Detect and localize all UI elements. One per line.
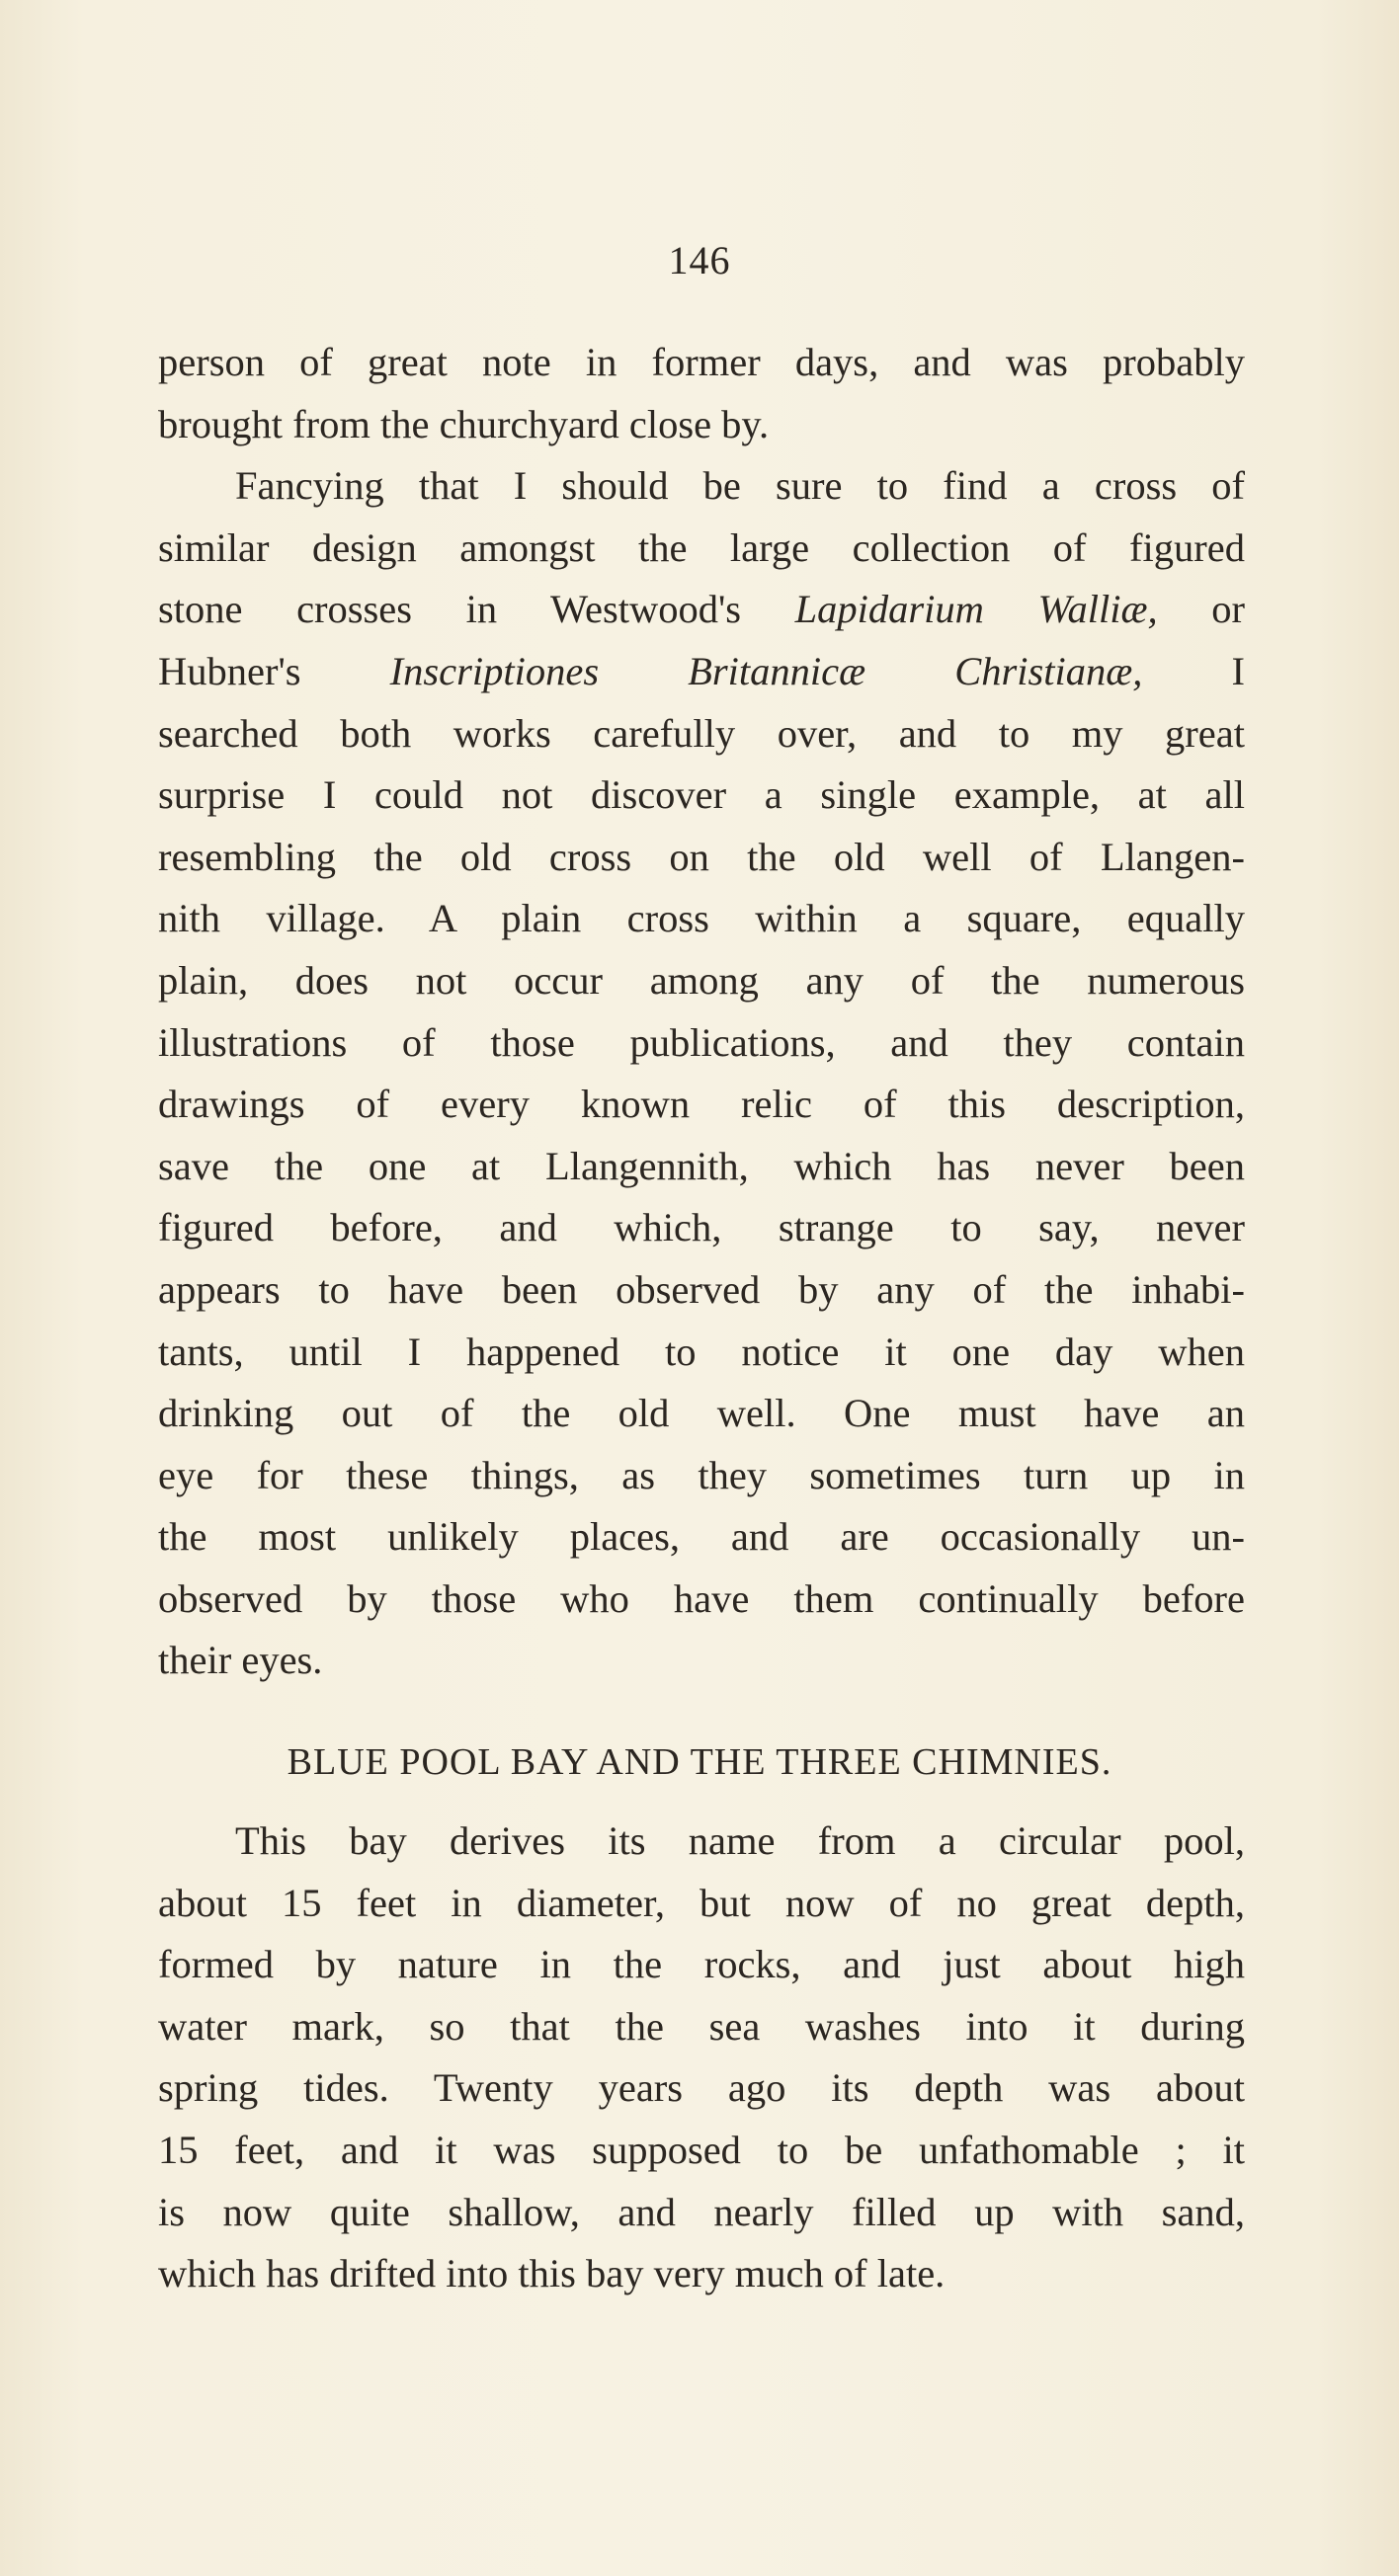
text-line: tants, until I happened to notice it one day when [158, 1328, 1245, 1374]
main-text [158, 332, 1245, 1692]
text-line [158, 641, 1245, 703]
text-line: nith village. A plain cross within a square, equally [158, 896, 1245, 941]
text-line: Fancying that I should be sure to find a cross of [235, 463, 1245, 509]
text-segment: or [1157, 587, 1245, 632]
text-segment: I [1142, 648, 1245, 693]
text-line: resembling the old cross on the old well of Llangen- [158, 834, 1245, 879]
text-line: is now quite shallow, and nearly filled up with sand, [158, 2189, 1245, 2234]
text-line: brought from the churchyard close by. [158, 401, 770, 446]
text-line: about 15 feet in diameter, but now of no great depth, [158, 1880, 1245, 1925]
text-line: appears to have been observed by any of the inhabi- [158, 1266, 1245, 1312]
text-line: the most unlikely places, and are occasionally un- [158, 1514, 1245, 1560]
text-line: formed by nature in the rocks, and just about high [158, 1942, 1245, 1987]
text-line: This bay derives its name from a circular pool, [235, 1818, 1245, 1863]
text-line: 15 feet, and it was supposed to be unfathomable ; it [158, 2127, 1245, 2172]
text-line: water mark, so that the sea washes into it during [158, 2003, 1245, 2049]
text-line: spring tides. Twenty years ago its depth was about [158, 2065, 1245, 2111]
text-line: drinking out of the old well. One must have an [158, 1391, 1245, 1436]
text-line: figured before, and which, strange to say, never [158, 1205, 1245, 1250]
text-line [158, 579, 1245, 641]
text-line: which has drifted into this bay very much of late. [158, 2251, 946, 2296]
text-line: searched both works carefully over, and to my great [158, 710, 1245, 756]
text-line: eye for these things, as they sometimes turn up in [158, 1452, 1245, 1497]
text-line: surprise I could not discover a single example, at all [158, 772, 1245, 818]
text-segment: stone crosses in Westwood's [158, 587, 795, 632]
text-line: person of great note in former days, and was probably [158, 340, 1245, 384]
text-line: illustrations of those publications, and they contain [158, 1019, 1245, 1065]
text-line: observed by those who have them continually before [158, 1575, 1245, 1621]
text-line: their eyes. [158, 1638, 323, 1683]
italic-title: Inscriptiones Britannicæ Christianæ, [389, 648, 1143, 693]
text-line: save the one at Llangennith, which has never been [158, 1143, 1245, 1188]
italic-title: Lapidarium Walliæ, [794, 587, 1158, 632]
text-segment: Hubner's [158, 648, 390, 693]
text-line: similar design amongst the large collection of figured [158, 524, 1245, 570]
page-number: 146 [668, 238, 731, 282]
section-text [158, 1811, 1245, 2305]
text-line: drawings of every known relic of this description, [158, 1082, 1245, 1127]
section-heading: BLUE POOL BAY AND THE THREE CHIMNIES. [287, 1741, 1112, 1783]
text-line: plain, does not occur among any of the numerous [158, 957, 1245, 1003]
